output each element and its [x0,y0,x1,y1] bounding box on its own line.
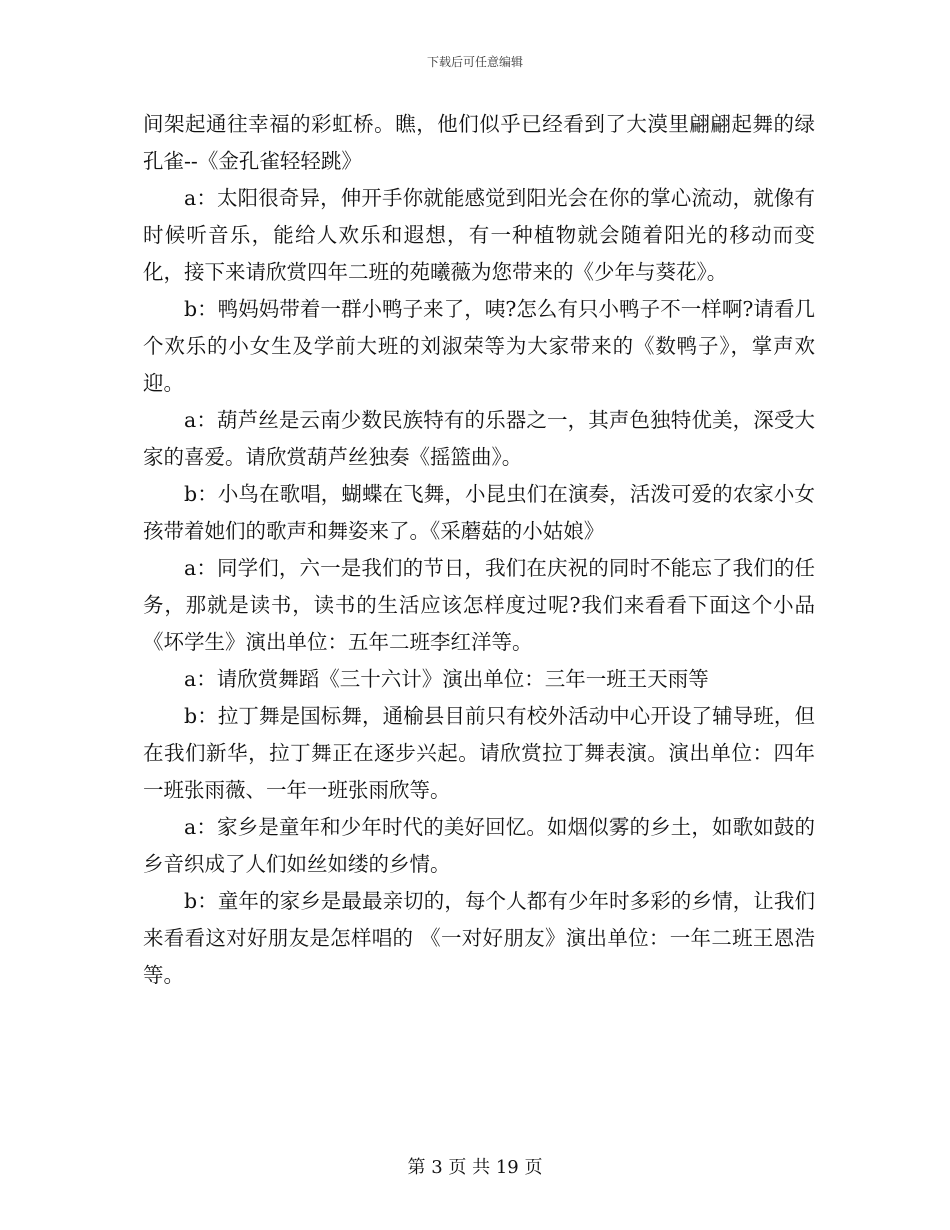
paragraph: b：鸭妈妈带着一群小鸭子来了，咦?怎么有只小鸭子不一样啊?请看几个欢乐的小女生及学前大班的刘淑荣等为大家带来的《数鸭子》，掌声欢迎。 [143,297,815,395]
paragraph: a：家乡是童年和少年时代的美好回忆。如烟似雾的乡土，如歌如鼓的乡音织成了人们如丝如缕的乡情。 [143,815,815,876]
paragraph: a：太阳很奇异，伸开手你就能感觉到阳光会在你的掌心流动，就像有时候听音乐，能给人欢乐和遐想，有一种植物就会随着阳光的移动而变化，接下来请欣赏四年二班的苑曦薇为您带来的《少年与葵花》。 [143,186,815,284]
page-header: 下载后可任意编辑 [426,55,523,69]
document-body [143,106,815,994]
paragraph-continuation: 间架起通往幸福的彩虹桥。瞧，他们似乎已经看到了大漠里翩翩起舞的绿孔雀--《金孔雀轻轻跳》 [143,112,815,173]
page-number-footer: 第 3 页 共 19 页 [407,1157,543,1178]
paragraph: b：拉丁舞是国标舞，通榆县目前只有校外活动中心开设了辅导班，但在我们新华，拉丁舞正在逐步兴起。请欣赏拉丁舞表演。演出单位：四年一班张雨薇、一年一班张雨欣等。 [143,704,815,802]
paragraph: a：同学们，六一是我们的节日，我们在庆祝的同时不能忘了我们的任务，那就是读书，读书的生活应该怎样度过呢?我们来看看下面这个小品《坏学生》演出单位：五年二班李红洋等。 [143,556,815,654]
paragraph: b：小鸟在歌唱，蝴蝶在飞舞，小昆虫们在演奏，活泼可爱的农家小女孩带着她们的歌声和舞姿来了。《采蘑菇的小姑娘》 [143,482,815,543]
paragraph: a：请欣赏舞蹈《三十六计》演出单位：三年一班王天雨等 [184,667,709,691]
paragraph: a：葫芦丝是云南少数民族特有的乐器之一，其声色独特优美，深受大家的喜爱。请欣赏葫芦丝独奏《摇篮曲》。 [143,408,815,469]
paragraph: b：童年的家乡是最最亲切的，每个人都有少年时多彩的乡情，让我们来看看这对好朋友是怎样唱的 《一对好朋友》演出单位：一年二班王恩浩等。 [143,889,815,987]
